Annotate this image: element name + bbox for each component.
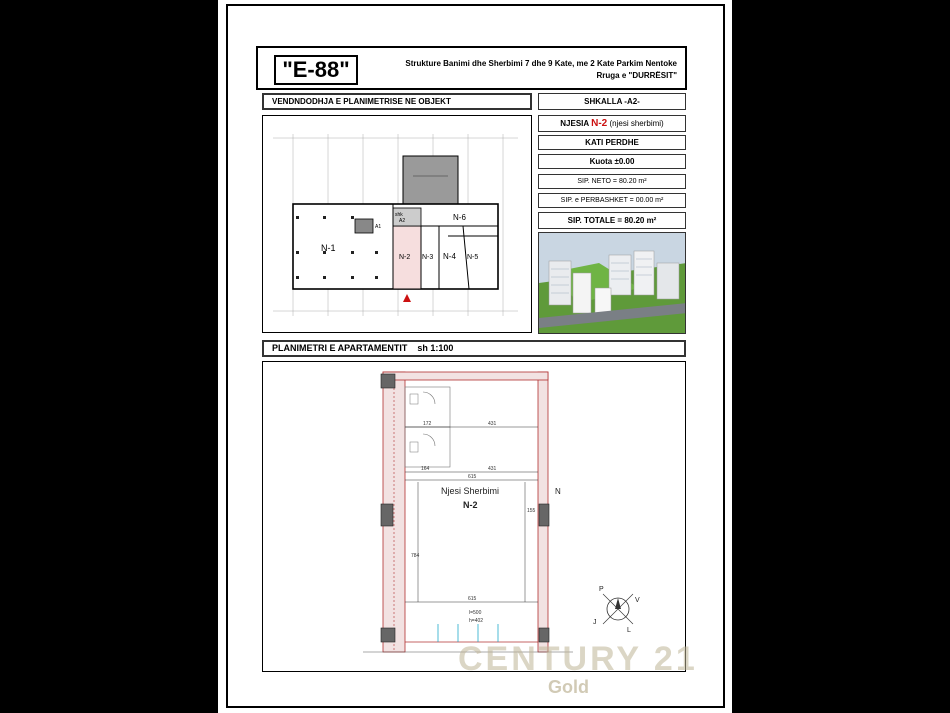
unit-label-n3: N-3 [422,254,434,261]
njesia-prefix: NJESIA [560,119,589,128]
compass-j: J [593,619,597,626]
njesia-note: (njesi sherbimi) [609,119,664,128]
shkalla-label: SHKALLA -A2- [538,93,686,110]
unit-label-n5: N-5 [467,254,479,261]
adjacent-unit-mark: N [555,487,561,496]
floor-plan-box [262,361,686,672]
compass-icon [593,586,640,634]
sip-neto: SIP. NETO = 80.20 m² [538,174,686,189]
project-description-line2: Rruga e "DURRËSIT" [596,71,677,80]
dim-615-bottom: 615 [468,596,477,602]
project-description [405,58,677,82]
floor-plan-drawing [263,362,685,671]
stair-label-a1: A1 [375,224,382,230]
unit-label-n1: N-1 [321,243,336,253]
dim-615-top: 615 [468,474,477,480]
dim-431-mid: 431 [488,466,497,472]
room-code: N-2 [463,500,478,510]
document-sheet [218,0,732,713]
watermark-brand: CENTURY 21 [458,640,698,678]
plan-heading [262,340,686,357]
dim-155: 155 [527,508,536,514]
njesia-code: N-2 [591,118,608,129]
stair-label-shk: shk [395,212,403,218]
title-block [256,46,687,90]
njesia-label [538,115,686,132]
site-plan-box [262,115,532,333]
watermark-tier: Gold [548,677,589,697]
project-code: "E-88" [274,55,358,85]
sip-perbashket: SIP. e PERBASHKET = 00.00 m² [538,193,686,208]
compass-p: P [599,586,604,593]
building-render-image [538,232,686,334]
room-name: Njesi Sherbimi [441,486,500,496]
compass-v: V [635,597,640,604]
dim-402: h=402 [469,618,484,624]
unit-label-n2: N-2 [399,254,411,261]
plan-heading-title: PLANIMETRI E APARTAMENTIT [272,343,408,353]
unit-label-n6: N-6 [453,213,466,222]
dim-784: 784 [411,553,420,559]
dim-164: 164 [421,466,430,472]
kati-label: KATI PERDHE [538,135,686,150]
plan-heading-scale: sh 1:100 [417,343,454,353]
kuota-label: Kuota ±0.00 [538,154,686,169]
compass-l: L [627,627,631,634]
sip-totale: SIP. TOTALE = 80.20 m² [538,212,686,229]
dim-172: 172 [423,421,432,427]
stair-label-a2: A2 [399,218,406,224]
entrance-marker-icon [403,294,411,302]
dim-500: l=500 [469,610,482,616]
project-description-line1: Strukture Banimi dhe Sherbimi 7 dhe 9 Kate, me 2 Kate Parkim Nentoke [405,59,677,68]
unit-label-n4: N-4 [443,252,456,261]
location-heading: VENDNDODHJA E PLANIMETRISE NE OBJEKT [262,93,532,110]
site-plan-drawing [263,116,531,332]
dim-431-top: 431 [488,421,497,427]
